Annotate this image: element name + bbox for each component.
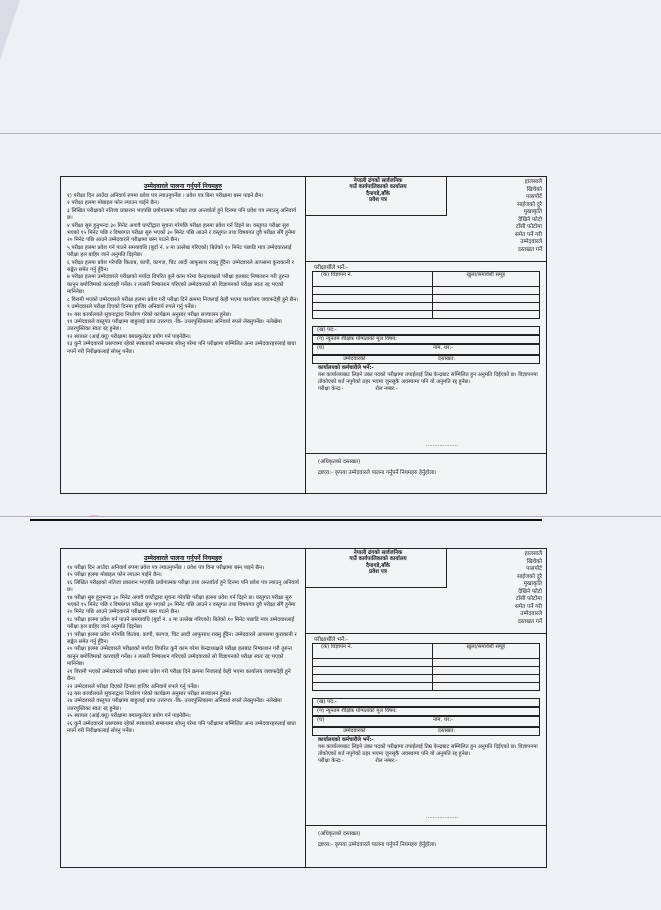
authorized-signature: (अधिकृतको दस्तखत) bbox=[318, 831, 361, 837]
rule-item: २५ स्थायल (आई.क्यू) परीक्षामा क्याल्कुलेटर प्रयोग गर्न पाइनेछैन। bbox=[67, 713, 191, 720]
rule-item: १९ परीक्षा हलमा प्रवेश गरेपछि किताब, कापी, कागज, चिट आदी आफूसाथ राख्नु हुँदैन। उम्मेदवारले आपसमा कुराकानी र सङ्केत समेत गर्नु हुँदैन। bbox=[67, 631, 297, 646]
name-field-text: नाम, थर:- bbox=[433, 717, 454, 723]
roll-number-label: रोल नम्बर:- bbox=[375, 758, 398, 764]
name-field-label: (घ) bbox=[317, 345, 325, 351]
photo-line: मुखाकृति bbox=[523, 209, 542, 215]
post-field: (ख) पद:- bbox=[312, 698, 540, 707]
office-heading: कार्यालयको कर्मचारीले भर्ने:- bbox=[318, 365, 374, 371]
note-text: द्रष्टव्य:- कृपया उम्मेदवारले पालना गर्नुपर्ने नियमहरु हेर्नुहोला। bbox=[318, 842, 437, 848]
table-row bbox=[313, 295, 539, 303]
office-line: प्रवेश पत्र bbox=[369, 569, 387, 576]
office-line: प्रवेश पत्र bbox=[369, 197, 387, 204]
rule-item: ८ विरामी भएको उम्मेदवारले परीक्षा हलमा प्रवेश गरी परीक्षा दिने क्रममा निजलाई केही भएमा कार्यालय जवाफदेही हुने छैन। bbox=[67, 296, 299, 303]
office-text: यस कार्यालयबाट लिइने उक्त पदको परीक्षामा तपाईलाई तिम्र केन्द्रबाट सम्मिलित हुन अनुमति दिईएको छ। विज्ञापनमा तोकोएको शर्त नपुगेको ठहर भएमा जुनसुकै अवस्थामा पनि यो अनुमति रद्द हुनेछ। bbox=[318, 744, 538, 757]
rules-title: उम्मेदवारले पालना गर्नुपर्ने नियमहरु bbox=[144, 555, 222, 562]
rule-item: २२ उम्मेदवारले परीक्षा दिएको दिनमा हाजिर अनिवार्य रुपले गर्नु पर्नेछ। bbox=[67, 683, 199, 690]
rule-item: १८ परीक्षा हलमा प्रवेश गर्न पाउने समयावधि (बुदाँ नं. ४ मा उल्लेख गरिएको) बितेको १० मिनेट पछाडि मात्र उम्मेदवारलाई परीक्षा हल बाहिर जाने अनुमति दिइनेछ। bbox=[67, 616, 295, 631]
ink-smudge bbox=[90, 515, 98, 517]
photo-line: टाँसी फोटोमा bbox=[515, 224, 542, 230]
rules-list bbox=[61, 565, 305, 735]
photo-line: समेत पर्ने गरी bbox=[514, 231, 542, 238]
table-row bbox=[313, 675, 539, 683]
office-section bbox=[318, 365, 538, 393]
photo-instructions bbox=[452, 551, 542, 626]
exam-center-label: परीक्षा केन्द्र:- bbox=[318, 758, 344, 764]
table-row bbox=[313, 667, 539, 675]
admit-card-form bbox=[60, 176, 547, 494]
rules-panel bbox=[61, 177, 306, 493]
office-line: नेपाली ढंगको सार्वजनिक bbox=[353, 550, 403, 556]
name-field-label: (घ) bbox=[317, 717, 325, 723]
candidate-heading: परीक्षार्थीले भर्ने:- bbox=[314, 265, 348, 271]
photo-line: पासपोर्ट bbox=[526, 194, 542, 200]
rule-item: १३ कुनै उम्मेदवारले प्रश्नपत्रमा रहेको स्पष्टताको सम्बन्धमा सोध्नु परेमा पनि परीक्षामा सम्मिलित अन्य उम्मेदवारहरुलाई बाधा नपर्ने गरी निरीक्षकलाई सोध्नु पर्नेछ। bbox=[67, 341, 296, 355]
authorized-signature: (अधिकृतको दस्तखत) bbox=[318, 459, 361, 465]
photo-line: उम्मेदवारले bbox=[520, 239, 542, 245]
divider bbox=[306, 633, 546, 634]
rule-item: २० परीक्षा हलमा उम्मेदवारले परीक्षाको मर्यादा विपरित कुनै काम गरेमा केन्द्राध्यक्षले परीक्षा हलबाट निष्काशन गरी तुरुन्त कानुन बमोजिमको कारवाही गर्नेछ। र त्यसरी निष्काशन गरिएको उम्मेदवारको सो विज्ञापनको परीक्षा स्वतः रद्द भएको मानिनेछ। bbox=[67, 646, 293, 668]
cut-line bbox=[30, 519, 542, 521]
rule-item: २६ कुनै उम्मेदवारले प्रश्नपत्रमा रहेको स्पष्टताको सम्बन्धमा सोध्नु परेमा पनि परीक्षामा सम्मिलित अन्य उम्मेदवारहरुलाई बाधा नपर्ने गरी निरीक्षकलाई सोध्नु पर्नेछ। bbox=[67, 720, 296, 734]
photo-instructions bbox=[452, 179, 542, 254]
photo-line: खिचेको bbox=[526, 186, 542, 193]
admit-card-form bbox=[60, 548, 547, 868]
signature-dots: ................... bbox=[426, 814, 458, 820]
ad-table bbox=[312, 271, 540, 319]
photo-line: साईजको दुरै bbox=[517, 201, 542, 208]
ad-number-header: (क) विज्ञापन नं. bbox=[313, 644, 433, 658]
rule-item: ९ उम्मेदवारले परीक्षा दिएको दिनमा हाजिर अनिवार्य रुपले गर्नु पर्नेछ। bbox=[67, 304, 197, 311]
office-text: यस कार्यालयबाट लिइने उक्त पदको परीक्षामा तपाईलाई तिम्र केन्द्रबाट सम्मिलित हुन अनुमति दिईएको छ। विज्ञापनमा तोकोएको शर्त नपुगेको ठहर भएमा जुनसुकै अवस्थामा पनि यो अनुमति रद्द हुनेछ। bbox=[318, 372, 538, 385]
photo-line: साईजको दुरै bbox=[517, 573, 542, 580]
rule-item: २१ विरामी भएको उम्मेदवारले परीक्षा हलमा प्रवेश गरी परीक्षा दिने क्रममा निजलाई केही भएमा कार्यालय जवाफदेही हुने छैन। bbox=[67, 668, 291, 683]
center-roll-line bbox=[318, 758, 538, 765]
rule-item: २३ यस कार्यालयले सूचनाद्वारा निर्धारण गरेको कार्यक्रम अनुसार परीक्षा सञ्चालन हुनेछ। bbox=[67, 690, 232, 697]
candidate-sign-label: उम्मेदवारको bbox=[343, 356, 366, 362]
candidate-sign-label: उम्मेदवारको bbox=[343, 728, 366, 734]
signature-label: दस्तखत: bbox=[438, 356, 456, 362]
post-field: (ख) पद:- bbox=[312, 326, 540, 335]
photo-line: पासपोर्ट bbox=[526, 566, 542, 572]
rules-panel bbox=[61, 549, 306, 867]
admit-card bbox=[306, 549, 546, 867]
fold-line bbox=[0, 516, 661, 517]
table-row bbox=[313, 659, 539, 667]
rule-item: ३ लिखित परीक्षाको नतिजा प्रकाशन भएपछि प्रयोगात्मक परीक्षा तथा अन्तर्वार्ता हुने दिनमा पनि प्रवेश पत्र ल्याउनु अनिवार्य छ। bbox=[67, 207, 297, 222]
page-corner-fold bbox=[0, 0, 20, 60]
office-heading: कार्यालयको कर्मचारीले भर्ने:- bbox=[318, 737, 374, 743]
group-header: खुला/समावेशी समूह bbox=[466, 272, 506, 278]
rule-item: ११ उम्मेदवारले वस्तुगत परीक्षामा बाहुलाई प्राप्त उत्तरपत्र -कि- उत्तरपुस्तिकामा अनिवार्य रुपले लेख्नुपर्नेछ। नलेखेमा उत्तरपुस्तिका स्वतः रद्द हुनेछ। bbox=[67, 318, 282, 333]
photo-line: देखिने फोटो bbox=[518, 588, 542, 595]
signature-dots: ................... bbox=[426, 442, 458, 448]
rule-item: १७ परीक्षा सुरु हुनुभन्दा ३० मिनेट अगावै घण्टीद्वारा सूचना गरेपछि परीक्षा हलमा प्रवेश गर्न दिइने छ। वस्तुगत परीक्षा सुरु भएको १५ मिनेट पछि र विषयगत परीक्षा सुरु भएको ३० मिनेट पछि आउने र वस्तुगत तथा विषयगत दुवै परीक्षा सँगै हुनेमा २० मिनेट पछि आउने उम्मेदवारले परीक्षामा बस्न पाउने छैन। bbox=[67, 594, 296, 616]
name-field bbox=[312, 716, 540, 727]
office-section bbox=[318, 737, 538, 765]
photo-line: दस्तखत गर्ने bbox=[517, 618, 542, 625]
photo-line: हालसालै bbox=[524, 551, 542, 557]
office-header-box bbox=[306, 549, 447, 588]
ad-number-header: (क) विज्ञापन नं. bbox=[313, 272, 433, 286]
photo-line: देखिने फोटो bbox=[518, 216, 542, 223]
rules-title: उम्मेदवारले पालना गर्नुपर्ने नियमहरु bbox=[144, 183, 222, 190]
rule-item: ७ परीक्षा हलमा उम्मेदवारले परीक्षाको मर्यादा विपरित कुनै काम गरेमा केन्द्राध्यक्षले परीक्षा हलबाट निष्काशन गरी तुरुन्त कानुन बमोजिमको कारवाही गर्नेछ। र त्यसरी निष्काशन गरिएको उम्मेदवारको सो विज्ञापनको परीक्षा स्वतः रद्द भएको मानिनेछ। bbox=[67, 274, 290, 296]
group-header: खुला/समावेशी समूह bbox=[466, 644, 506, 650]
office-header bbox=[318, 550, 438, 576]
rule-item: २ परीक्षा हलमा मोबाइल फोन ल्याउन पाईने छैन। bbox=[67, 200, 160, 207]
photo-line: उम्मेदवारले bbox=[520, 611, 542, 617]
admit-card bbox=[306, 177, 546, 493]
ad-table-header bbox=[313, 272, 539, 287]
ad-table bbox=[312, 643, 540, 691]
rule-item: १) परीक्षा दिन आउँदा अनिवार्य रुपमा प्रवेश पत्र ल्याउनुपर्नेछ । प्रवेश पत्र बिना परीक्षामा बस्न पाइने छैन। bbox=[67, 193, 264, 199]
fold-line bbox=[0, 133, 661, 134]
candidate-heading: परीक्षार्थीले भर्ने:- bbox=[314, 637, 348, 643]
rule-item: १६ लिखित परीक्षाको नतिजा प्रकाशन भएपछि प्रयोगात्मक परीक्षा तथा अन्तर्वार्ता हुने दिनमा पनि प्रवेश पत्र ल्याउनु अनिवार्य छ। bbox=[67, 579, 299, 594]
rule-item: २४ उम्मेदवारले वस्तुगत परीक्षामा बाहुलाई प्राप्त उत्तरपत्र -कि- उत्तरपुस्तिकामा अनिवार्य रुपले लेख्नुपर्नेछ। नलेखेमा उत्तरपुस्तिका स्वतः रद्द हुनेछ। bbox=[67, 698, 282, 712]
candidate-signature-field bbox=[312, 355, 540, 364]
office-line: गाउँ कार्यपालिकाको कार्यालय bbox=[349, 184, 407, 191]
office-line: दैनागडे,बाँके bbox=[366, 190, 390, 197]
office-header-box bbox=[306, 177, 447, 216]
table-row bbox=[313, 303, 539, 311]
table-row bbox=[313, 683, 539, 690]
roll-number-label: रोल नम्बर:- bbox=[375, 386, 398, 392]
signature-label: दस्तखत: bbox=[438, 728, 456, 734]
rule-item: १० यस कार्यालयले सूचनाद्वारा निर्धारण गरेको कार्यक्रम अनुसार परीक्षा सञ्चालन हुनेछ। bbox=[67, 311, 232, 318]
table-row bbox=[313, 287, 539, 295]
photo-line: दस्तखत गर्ने bbox=[517, 246, 542, 253]
divider bbox=[306, 261, 546, 262]
rule-item: ५ परीक्षा हलमा प्रवेश गर्न पाउने समयावधि (बुदाँ नं. ४ मा उल्लेख गरिएको) बितेको १० मिनेट पछाडि मात्र उम्मेदवारलाई परीक्षा हल बाहिर जाने अनुमति दिइनेछ। bbox=[67, 244, 292, 259]
photo-line: हालसालै bbox=[524, 179, 542, 185]
candidate-signature-field bbox=[312, 727, 540, 736]
divider bbox=[306, 825, 546, 826]
qualification-field: (ग) न्यूनतम शैक्षिक योग्यताको मूल विषय: bbox=[312, 707, 540, 716]
office-line: नेपाली ढंगको सार्वजनिक bbox=[353, 178, 403, 184]
photo-line: टाँसी फोटोमा bbox=[515, 596, 542, 602]
office-line: दैनागडे,बाँके bbox=[366, 562, 390, 569]
rule-item: १४ परीक्षा दिन आउँदा अनिवार्य रुपमा प्रवेश पत्र ल्याउनुपर्नेछ । प्रवेश पत्र विना परीक्षामा बस्न पाइने छैन। bbox=[67, 565, 265, 571]
qualification-field: (ग) न्यूनतम शैक्षिक योग्यताको मूल विषय: bbox=[312, 335, 540, 344]
divider bbox=[306, 453, 546, 454]
office-line: गाउँ कार्यपालिकाको कार्यालय bbox=[349, 556, 407, 563]
table-row bbox=[313, 311, 539, 318]
note-text: द्रष्टव्य:- कृपया उम्मेदवारले पालना गर्नुपर्ने नियमहरु हेर्नुहोला। bbox=[318, 470, 437, 476]
ad-table-header bbox=[313, 644, 539, 659]
rules-list bbox=[61, 193, 305, 356]
photo-line: मुखाकृति bbox=[523, 581, 542, 587]
rule-item: १२ स्थायल (आई.क्यू) परीक्षामा क्याल्कुलेटर प्रयोग गर्न पाइनेछैन। bbox=[67, 333, 191, 340]
rule-item: १५ परीक्षा हलमा मोबाइल फोन ल्याउन पाईने छैन। bbox=[67, 572, 162, 579]
photo-line: खिचेको bbox=[526, 558, 542, 565]
rule-item: ४ परीक्षा सुरु हुनुभन्दा ३० मिनेट अगावै घण्टीद्वारा सूचना गरेपछि परीक्षा हलमा प्रवेश गर्न दिइने छ। वस्तुगत परीक्षा सुरु भएको १५ मिनेट पछि र विषयगत परीक्षा सुरु भएको ३० मिनेट पछि आउने र वस्तुगत तथा विषयगत दुवै परीक्षा सँगै हुनेमा २० मिनेट पछि आउने उम्मेदवारले परीक्षामा बस्न पाउने छैन। bbox=[67, 222, 296, 244]
photo-line: समेत पर्ने गरी bbox=[514, 603, 542, 610]
office-header bbox=[318, 178, 438, 204]
name-field bbox=[312, 344, 540, 355]
rule-item: ६ परीक्षा हलमा प्रवेश गरेपछि किताब, कापी, कागज, चिट आदी आफूसाथ राख्नु हुँदैन। उम्मेदवारले आपसमा कुराकानी र सङ्केत समेत गर्नु हुँदैन। bbox=[67, 259, 294, 274]
center-roll-line bbox=[318, 386, 538, 393]
exam-center-label: परीक्षा केन्द्र:- bbox=[318, 386, 344, 392]
name-field-text: नाम, थर:- bbox=[433, 345, 454, 351]
